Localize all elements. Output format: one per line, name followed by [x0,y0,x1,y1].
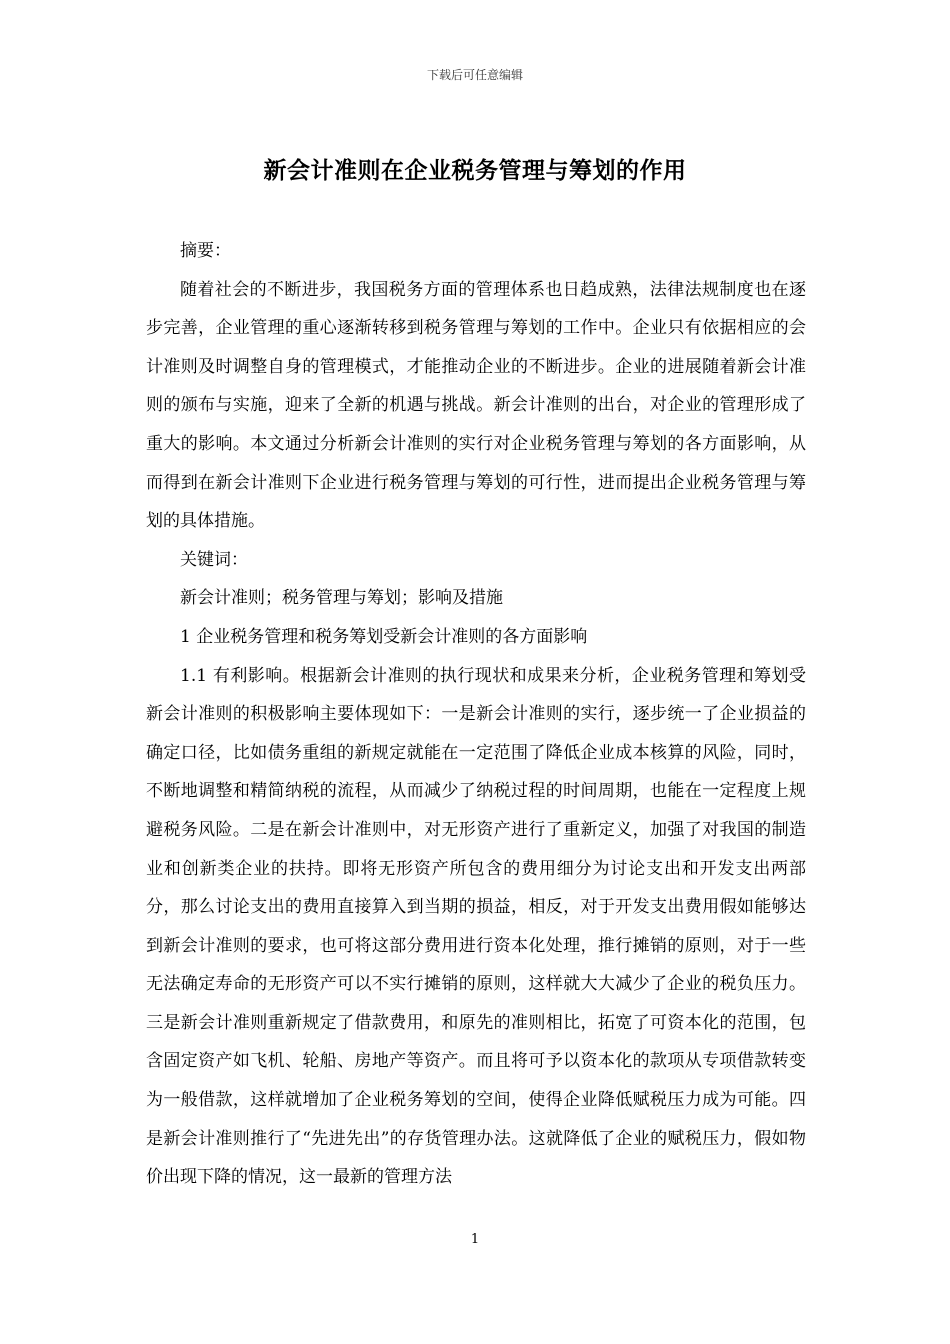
abstract-label: 摘要： [180,241,231,261]
keywords-paragraph: 新会计准则；税务管理与筹划；影响及措施 [180,588,503,609]
abstract-paragraph: 随着社会的不断进步，我国税务方面的管理体系也日趋成熟，法律法规制度也在逐步完善，企业管理的重心逐渐转移到税务管理与筹划的工作中。企业只有依据相应的会计准则及时调整自身的管理模式，才能推动企业的不断进步。企业的进展随着新会计准则的颁布与实施，迎来了全新的机遇与挑战。新会计准则的出台，对企业的管理形成了重大的影响。本文通过分析新会计准则的实行对企业税务管理与筹划的各方面影响，从而得到在新会计准则下企业进行税务管理与筹划的可行性，进而提出企业税务管理与筹划的具体措施。 [146,279,806,532]
section-heading: 1 企业税务管理和税务筹划受新会计准则的各方面影响 [180,626,588,647]
keywords-label: 关键词： [180,549,248,570]
header-note: 下载后可任意编辑 [426,68,523,82]
page-number: 1 [470,1232,480,1247]
document-title: 新会计准则在企业税务管理与筹划的作用 [263,157,687,184]
section-paragraph: 1.1 有利影响。根据新会计准则的执行现状和成果来分析，企业税务管理和筹划受新会计准则的积极影响主要体现如下：一是新会计准则的实行，逐步统一了企业损益的确定口径，比如债务重组的新规定就能在一定范围了降低企业成本核算的风险，同时，不断地调整和精简纳税的流程，从而减少了纳税过程的时间周期，也能在一定程度上规避税务风险。二是在新会计准则中，对无形资产进行了重新定义，加强了对我国的制造业和创新类企业的扶持。即将无形资产所包含的费用细分为讨论支出和开发支出两部分，那么讨论支出的费用直接算入到当期的损益，相反，对于开发支出费用假如能够达到新会计准则的要求，也可将这部分费用进行资本化处理，推行摊销的原则，对于一些无法确定寿命的无形资产可以不实行摊销的原则，这样就大大减少了企业的税负压力。三是新会计准则重新规定了借款费用，和原先的准则相比，拓宽了可资本化的范围，包含固定资产如飞机、轮船、房地产等资产。而且将可予以资本化的款项从专项借款转变为一般借款，这样就增加了企业税务筹划的空间，使得企业降低赋税压力成为可能。四是新会计准则推行了“先进先出”的存货管理办法。这就降低了企业的赋税压力，假如物价出现下降的情况，这一最新的管理方法 [146,665,806,1188]
document-body [146,232,806,1197]
